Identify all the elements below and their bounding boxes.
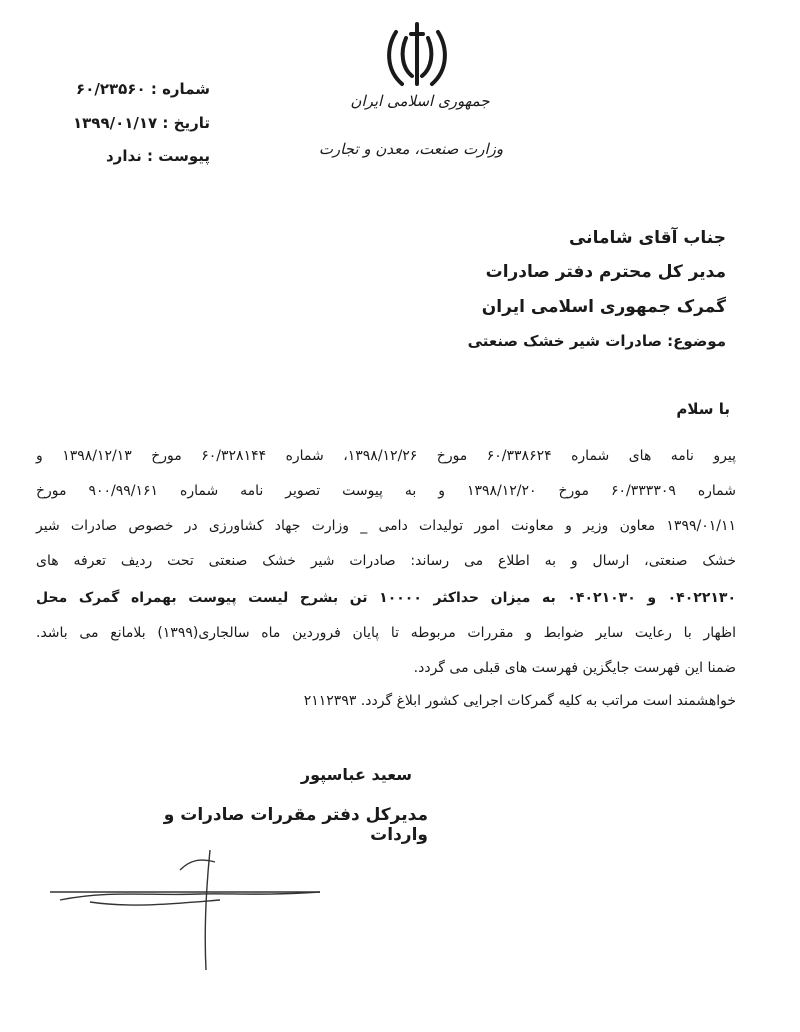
body-line: ضمنا این فهرست جایگزین فهرست های قبلی می گردد. xyxy=(413,660,736,676)
body-line: خواهشمند است مراتب به کلیه گمرکات اجرایی کشور ابلاغ گردد. ۲۱۱۲۳۹۳ xyxy=(303,693,736,709)
iran-emblem-icon xyxy=(382,18,452,96)
signatory-name: سعید عباسپور xyxy=(300,765,412,784)
body-line: ۰۴۰۲۲۱۳۰ و ۰۴۰۲۱۰۳۰ به میزان حداکثر ۱۰۰۰۰ تن بشرح لیست پیوست بهمراه گمرک محل xyxy=(36,590,736,606)
ministry-name: وزارت صنعت، معدن و تجارت xyxy=(318,140,504,158)
signature-scribble xyxy=(30,830,330,980)
recipient-title: مدیر کل محترم دفتر صادرات xyxy=(485,262,726,282)
body-line: شماره ۶۰/۳۳۳۳۰۹ مورخ ۱۳۹۸/۱۲/۲۰ و به پیوست تصویر نامه شماره ۹۰۰/۹۹/۱۶۱ مورخ xyxy=(36,483,737,499)
recipient-organization: گمرک جمهوری اسلامی ایران xyxy=(481,297,726,317)
letter-number: شماره : ۶۰/۲۳۵۶۰ xyxy=(76,80,210,98)
greeting: با سلام xyxy=(676,400,730,418)
letter-attachment: پیوست : ندارد xyxy=(105,147,210,165)
letter-subject: موضوع: صادرات شیر خشک صنعتی xyxy=(467,332,726,350)
recipient-name: جناب آقای شامانی xyxy=(568,228,726,248)
letter-date: تاریخ : ۱۳۹۹/۰۱/۱۷ xyxy=(73,114,210,132)
signatory-title: مدیرکل دفتر مقررات صادرات و واردات xyxy=(163,805,428,845)
body-line: خشک صنعتی، ارسال و به اطلاع می رساند: صادرات شیر خشک صنعتی تحت ردیف تعرفه های xyxy=(36,553,736,569)
country-name: جمهوری اسلامی ایران xyxy=(350,92,490,110)
body-line: پیرو نامه های شماره ۶۰/۳۳۸۶۲۴ مورخ ۱۳۹۸/۱۲/۲۶، شماره ۶۰/۳۲۸۱۴۴ مورخ ۱۳۹۸/۱۲/۱۳ و xyxy=(36,448,737,464)
body-line: ۱۳۹۹/۰۱/۱۱ معاون وزیر و معاونت امور تولیدات دامی _ وزارت جهاد کشاورزی در خصوص صادرات شیر xyxy=(36,518,736,534)
body-line: اظهار با رعایت سایر ضوابط و مقررات مربوطه تا پایان فروردین ماه سالجاری(۱۳۹۹) بلامانع می باشد. xyxy=(36,625,736,641)
